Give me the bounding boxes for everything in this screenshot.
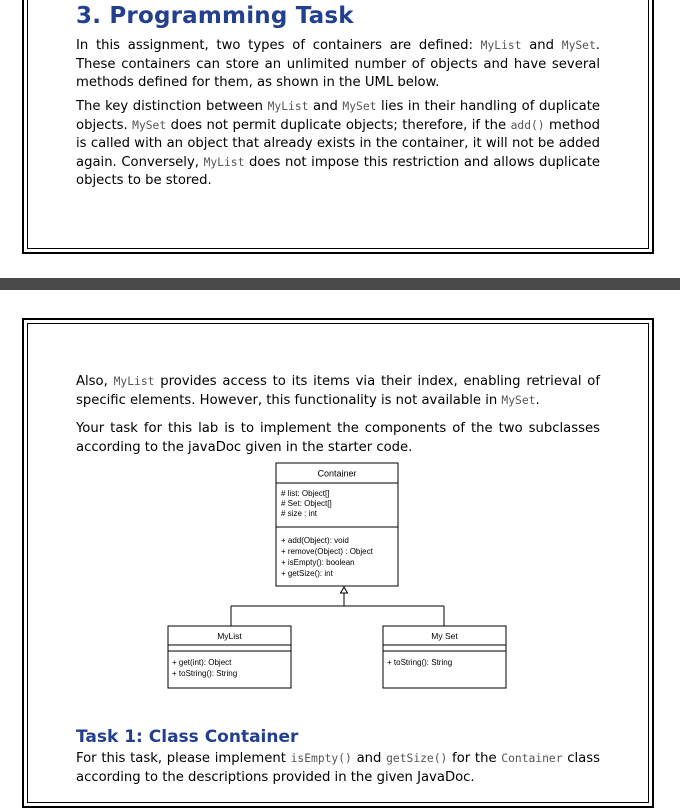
text-run: class according to the descriptions provided in the given JavaDoc. bbox=[76, 751, 600, 785]
code-container: Container bbox=[501, 752, 563, 765]
uml-method: + toString(): String bbox=[387, 658, 453, 667]
text-run: . bbox=[535, 392, 540, 408]
uml-attribute: # Set: Object[] bbox=[281, 499, 332, 508]
uml-myset-class bbox=[383, 626, 506, 688]
uml-container-class bbox=[276, 463, 398, 586]
code-myset: MySet bbox=[561, 39, 596, 52]
uml-method: + getSize(): int bbox=[281, 569, 333, 578]
code-mylist: MyList bbox=[203, 155, 245, 169]
code-isempty: isEmpty() bbox=[290, 752, 352, 765]
text-run: method is called with an object that already exists in the container, it will not be added again. Conversely, bbox=[76, 117, 600, 170]
code-myset: MySet bbox=[132, 118, 167, 132]
uml-myset-name: My Set bbox=[431, 631, 458, 641]
text-run: lies in their handling of duplicate objects. bbox=[76, 99, 601, 133]
text-run: For this task, please implement bbox=[76, 751, 291, 766]
uml-mylist-class bbox=[168, 626, 291, 688]
text-run: Also, bbox=[76, 374, 114, 389]
text-run: does not impose this restriction and allows duplicate objects to be stored. bbox=[76, 154, 600, 188]
text-run: . These containers can store an unlimited number of objects and have several methods defined for them, as shown in the UML below. bbox=[76, 38, 600, 90]
code-mylist: MyList bbox=[113, 375, 155, 388]
code-myset: MySet bbox=[501, 393, 536, 407]
code-mylist: MyList bbox=[267, 100, 309, 113]
text-run: and bbox=[351, 751, 387, 766]
text-run: and bbox=[308, 99, 343, 114]
uml-attribute: # size : int bbox=[281, 509, 318, 518]
text-run: The key distinction between bbox=[76, 99, 268, 114]
uml-method: + toString(): String bbox=[172, 669, 238, 678]
text-run: provides access to its items via their index, enabling retrieval of specific elements. However, this functionality is not available in bbox=[76, 374, 600, 408]
text-run: for the bbox=[447, 751, 502, 766]
code-mylist: MyList bbox=[480, 39, 522, 52]
section-heading: 3. Programming Task bbox=[76, 3, 354, 29]
uml-attribute: # list: Object[] bbox=[281, 489, 330, 498]
code-myset: MySet bbox=[342, 100, 377, 113]
uml-inheritance-connector bbox=[231, 587, 444, 626]
text-run: and bbox=[521, 38, 562, 53]
text-run: In this assignment, two types of containers are defined: bbox=[76, 38, 481, 53]
uml-container-name: Container bbox=[317, 468, 357, 479]
uml-method: + get(int): Object bbox=[172, 658, 232, 667]
task1-heading: Task 1: Class Container bbox=[76, 727, 299, 747]
uml-method: + add(Object): void bbox=[281, 536, 349, 545]
task1-paragraph bbox=[76, 750, 600, 787]
uml-mylist-name: MyList bbox=[217, 631, 242, 641]
task-paragraph: Your task for this lab is to implement the components of the two subclasses according to the javaDoc given in the starter code. bbox=[76, 421, 600, 455]
text-run: does not permit duplicate objects; therefore, if the bbox=[166, 117, 511, 133]
uml-method: + remove(Object) : Object bbox=[281, 547, 373, 556]
code-getsize: getSize() bbox=[386, 752, 448, 765]
code-add: add() bbox=[510, 118, 545, 132]
uml-method: + isEmpty(): boolean bbox=[281, 558, 355, 567]
